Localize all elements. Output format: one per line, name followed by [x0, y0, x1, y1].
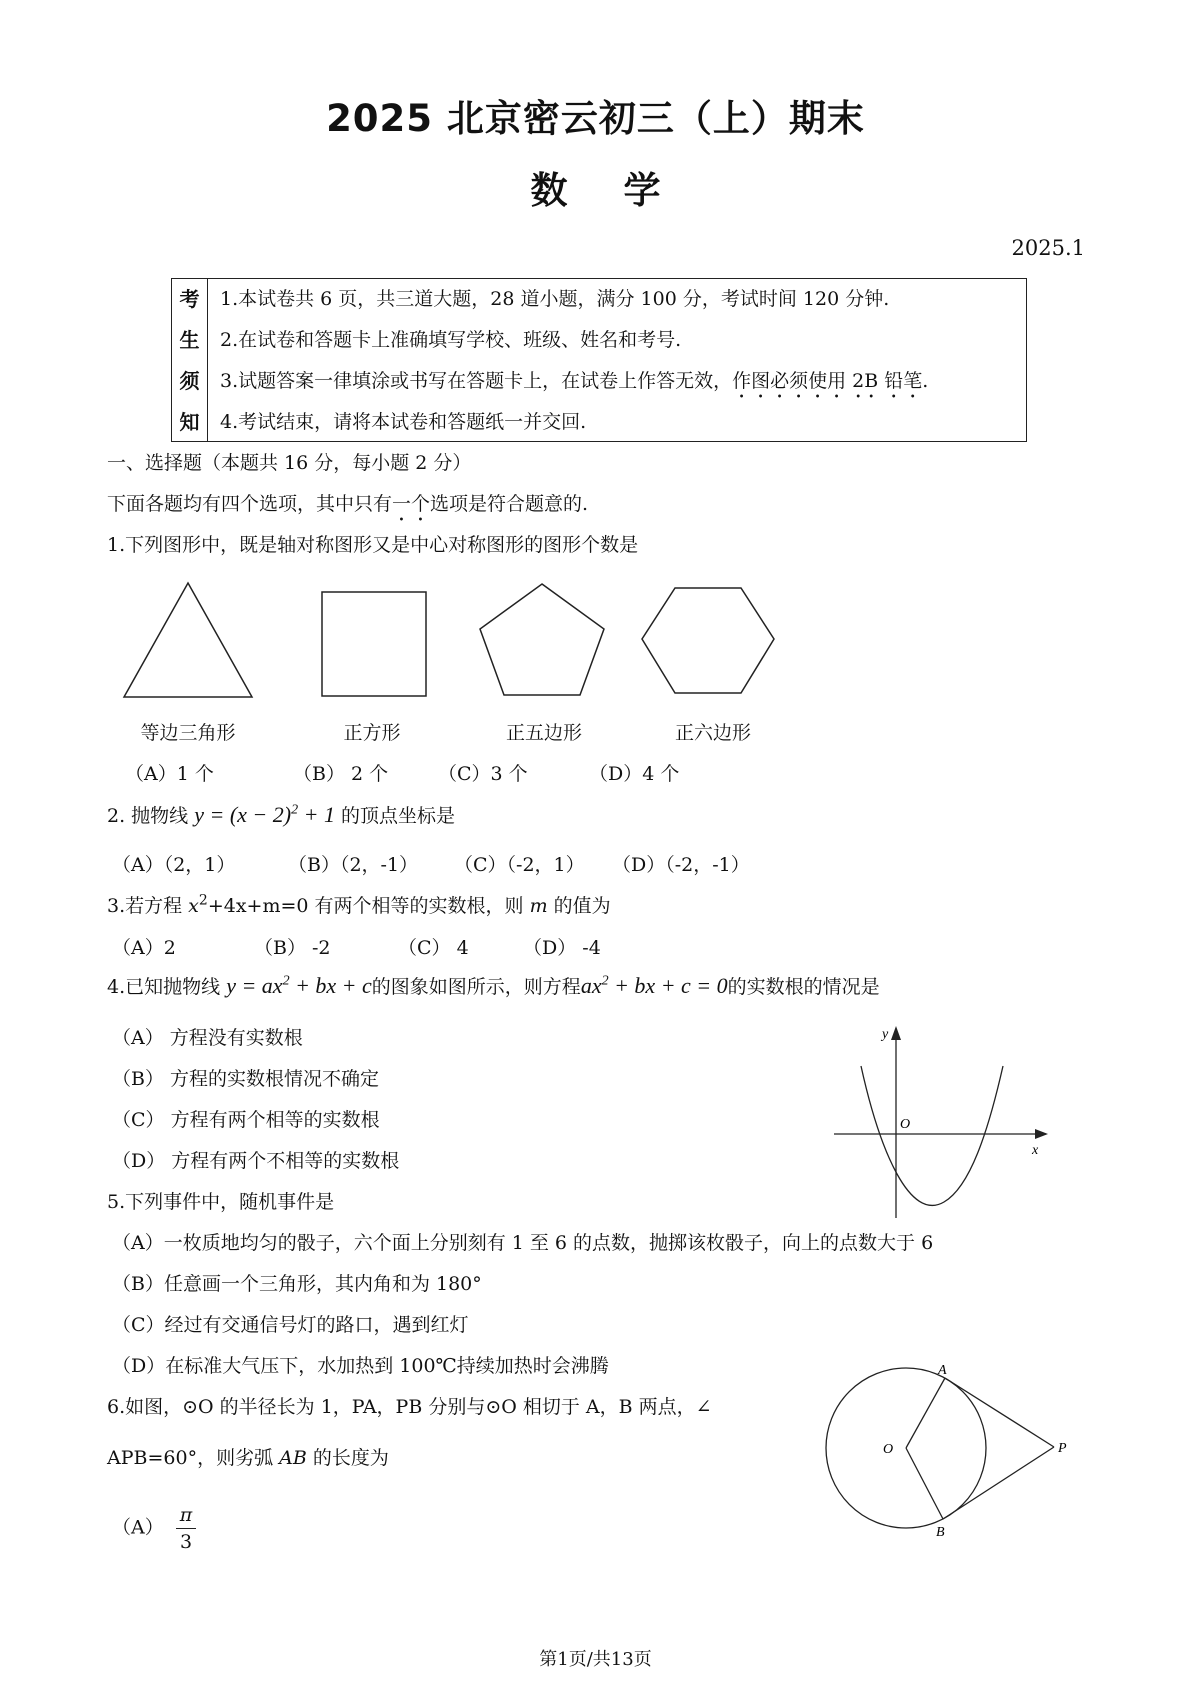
q1-option-a: （A）1 个: [125, 763, 214, 785]
notice-side-char: 考: [179, 287, 200, 311]
tangent-pb: [943, 1447, 1054, 1519]
q2-option-b: （B）（2，-1）: [288, 854, 419, 876]
notice-item: 2.在试卷和答题卡上准确填写学校、班级、姓名和考号.: [220, 329, 682, 351]
question-5-stem: 5.下列事件中，随机事件是: [107, 1191, 335, 1213]
question-3-stem: 3.若方程 $x^2+4x+m=0$ 有两个相等的实数根，则 m 的值为: [107, 892, 611, 917]
tangent-pa: [945, 1378, 1054, 1447]
regular-pentagon-shape: [480, 584, 604, 695]
page-title: 2025 北京密云初三（上）期末: [326, 97, 865, 140]
q4-option-d: （D） 方程有两个不相等的实数根: [112, 1150, 400, 1172]
equilateral-triangle-shape: [124, 583, 252, 697]
origin-label: O: [900, 1117, 911, 1132]
arc-label: AB: [279, 1447, 307, 1469]
shape-label: 等边三角形: [140, 722, 236, 744]
section-heading: 一、选择题（本题共 16 分，每小题 2 分）: [107, 452, 472, 474]
q2-option-d: （D）（-2，-1）: [612, 854, 750, 876]
notice-side-char: 须: [179, 369, 200, 393]
notice-item: 1.本试卷共 6 页，共三道大题，28 道小题，满分 100 分，考试时间 120 分钟.: [220, 288, 890, 310]
radius-oa: [906, 1378, 945, 1448]
section-instruction: 下面各题均有四个选项，其中只有一个选项是符合题意的.: [107, 493, 589, 515]
q5-option-b: （B）任意画一个三角形，其内角和为 180°: [112, 1273, 482, 1295]
y-axis-label: y: [882, 1027, 889, 1042]
q5-option-d: （D）在标准大气压下，水加热到 100℃持续加热时会沸腾: [112, 1355, 609, 1377]
page-number: 第1页/共13页: [539, 1649, 652, 1670]
q4-option-b: （B） 方程的实数根情况不确定: [112, 1068, 380, 1090]
emphasis-text: 作图必须使用 2B 铅笔: [732, 370, 923, 392]
exam-date: 2025.1: [1011, 236, 1085, 260]
subject-char: 学: [623, 169, 661, 212]
parabola-graph: [830, 1022, 1060, 1222]
fraction: $\frac{\pi}{3}$: [176, 1502, 197, 1555]
q2-option-a: （A）（2，1）: [112, 854, 236, 876]
question-6-line-2: APB=60°，则劣弧 AB 的长度为: [107, 1447, 389, 1469]
y-axis-arrow: [891, 1026, 901, 1040]
question-1-stem: 1.下列图形中，既是轴对称图形又是中心对称图形的图形个数是: [107, 534, 639, 556]
q4-formula-1: $y = ax^2$ + bx + c: [226, 973, 372, 998]
q1-shapes-figure: [110, 578, 790, 702]
q5-option-c: （C）经过有交通信号灯的路口，遇到红灯: [112, 1314, 469, 1336]
q4-formula-2: $ax^2$ + bx + c = 0: [580, 973, 728, 998]
q2-option-c: （C）（-2，1）: [454, 854, 585, 876]
q4-option-a: （A） 方程没有实数根: [112, 1027, 303, 1049]
shape-label: 正五边形: [505, 722, 582, 744]
notice-side-char: 知: [179, 410, 200, 434]
radius-ob: [906, 1448, 943, 1519]
question-4-stem: 4.已知抛物线 $y = ax^2$ + bx + c的图象如图所示，则方程$ax^2$ + bx + c = 0的实数根的情况是: [107, 973, 880, 998]
q3-option-c: （C） 4: [398, 937, 469, 959]
q3-option-d: （D） -4: [523, 937, 601, 959]
x-axis-label: x: [1032, 1143, 1039, 1158]
question-6-line-1: 6.如图，⊙O 的半径长为 1，PA，PB 分别与⊙O 相切于 A，B 两点，∠: [107, 1396, 712, 1418]
q4-option-c: （C） 方程有两个相等的实数根: [112, 1109, 380, 1131]
q1-option-c: （C）3 个: [438, 763, 528, 785]
question-2-stem: 2. 抛物线 $y = (x - 2)^2 + 1$ 的顶点坐标是: [107, 802, 456, 827]
q1-option-d: （D）4 个: [589, 763, 680, 785]
shape-label: 正方形: [343, 722, 401, 744]
notice-item: 4.考试结束，请将本试卷和答题纸一并交回.: [220, 411, 587, 433]
regular-hexagon-shape: [642, 588, 774, 693]
shape-label: 正六边形: [674, 722, 751, 744]
q3-option-b: （B） -2: [254, 937, 331, 959]
emphasis-text: 一个: [392, 493, 431, 515]
point-b-label: B: [936, 1525, 945, 1540]
subject-title: [0, 160, 1191, 214]
notice-box: [171, 278, 1027, 442]
q3-option-a: （A）2: [112, 937, 176, 959]
parabola-curve: [861, 1066, 1003, 1205]
q6-option-a: （A） $\frac{\pi}{3}$: [112, 1502, 196, 1555]
notice-item: 3.试题答案一律填涂或书写在答题卡上，在试卷上作答无效，作图必须使用 2B 铅笔.: [220, 370, 929, 392]
square-shape: [322, 592, 426, 696]
q5-option-a: （A）一枚质地均匀的骰子，六个面上分别刻有 1 至 6 的点数，抛掷该枚骰子，向上的点数大于 6: [112, 1232, 934, 1254]
q2-formula: $y = (x - 2)^2 + 1$: [194, 802, 335, 827]
point-o-label: O: [883, 1442, 894, 1457]
point-p-label: P: [1058, 1441, 1067, 1456]
notice-side-char: 生: [179, 328, 200, 352]
q1-option-b: （B） 2 个: [293, 763, 389, 785]
notice-items: [220, 279, 1020, 443]
subject-char: 数: [530, 169, 568, 212]
x-axis-arrow: [1035, 1129, 1048, 1139]
point-a-label: A: [938, 1363, 947, 1378]
notice-side-label: [172, 279, 208, 441]
circle-tangent-figure: [820, 1360, 1080, 1540]
